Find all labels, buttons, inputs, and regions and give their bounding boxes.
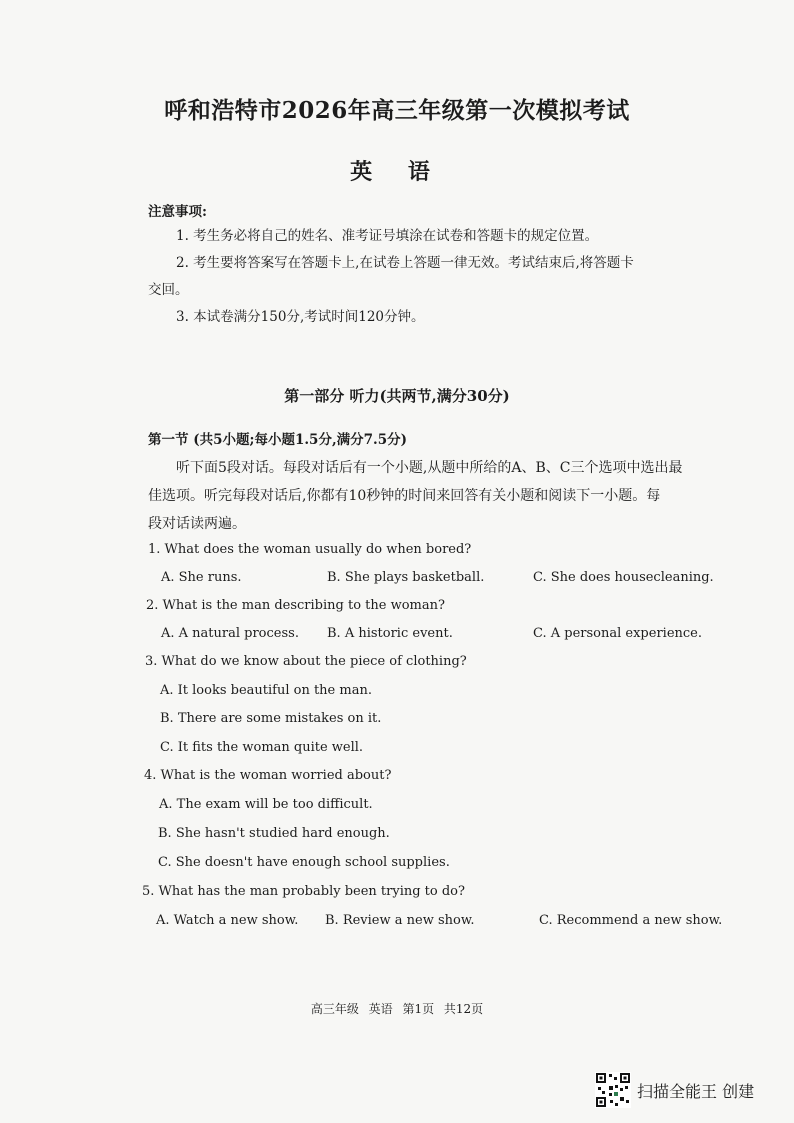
instruction-line: 段对话读两遍。 — [148, 516, 246, 532]
question-stem: 3. What do we know about the piece of clothing? — [145, 654, 467, 669]
notice-heading: 注意事项: — [148, 204, 207, 220]
notice-item: 1. 考生务必将自己的姓名、准考证号填涂在试卷和答题卡的规定位置。 — [176, 228, 599, 244]
subject-title: 英 语 — [350, 159, 444, 185]
option-c: C. She does housecleaning. — [533, 570, 714, 585]
option-a: A. The exam will be too difficult. — [159, 797, 373, 812]
question-stem: 2. What is the man describing to the woman? — [146, 598, 445, 613]
instruction-line: 听下面5段对话。每段对话后有一个小题,从题中所给的A、B、C三个选项中选出最 — [176, 460, 683, 476]
option-a: A. She runs. — [161, 570, 242, 585]
option-a: A. A natural process. — [161, 626, 299, 641]
option-b: B. She plays basketball. — [327, 570, 485, 585]
question-stem: 5. What has the man probably been trying to do? — [142, 884, 465, 899]
qr-code-icon — [595, 1072, 631, 1108]
option-c: C. She doesn't have enough school supplies. — [158, 855, 450, 870]
page-footer: 高三年级 英语 第1页 共12页 — [310, 1002, 484, 1016]
instruction-line: 佳选项。听完每段对话后,你都有10秒钟的时间来回答有关小题和阅读下一小题。每 — [148, 488, 661, 504]
part-title: 第一部分 听力(共两节,满分30分) — [284, 387, 510, 405]
option-c: C. Recommend a new show. — [539, 913, 723, 928]
notice-item: 3. 本试卷满分150分,考试时间120分钟。 — [176, 309, 425, 325]
notice-item: 交回。 — [148, 282, 189, 298]
option-a: A. Watch a new show. — [156, 913, 299, 928]
option-c: C. It fits the woman quite well. — [160, 740, 364, 755]
scanner-watermark-text: 扫描全能王 创建 — [637, 1082, 755, 1101]
question-stem: 4. What is the woman worried about? — [144, 768, 392, 783]
option-b: B. A historic event. — [327, 626, 453, 641]
notice-item: 2. 考生要将答案写在答题卡上,在试卷上答题一律无效。考试结束后,将答题卡 — [176, 255, 634, 271]
section-heading: 第一节 (共5小题;每小题1.5分,满分7.5分) — [148, 432, 408, 448]
question-stem: 1. What does the woman usually do when bored? — [148, 542, 472, 557]
option-b: B. There are some mistakes on it. — [160, 711, 382, 726]
option-c: C. A personal experience. — [533, 626, 702, 641]
option-b: B. Review a new show. — [325, 913, 475, 928]
exam-title: 呼和浩特市2026年高三年级第一次模拟考试 — [164, 97, 630, 124]
option-b: B. She hasn't studied hard enough. — [158, 826, 390, 841]
option-a: A. It looks beautiful on the man. — [160, 683, 372, 698]
